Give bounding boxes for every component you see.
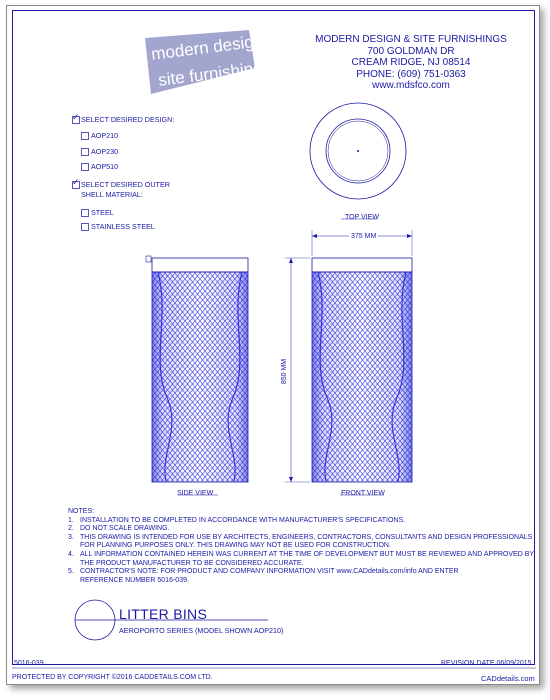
- height-dimension: [285, 258, 310, 482]
- notes-heading: NOTES:: [68, 508, 95, 515]
- company-phone: PHONE: (609) 751-0363: [356, 68, 466, 80]
- check-icon: ✓: [72, 112, 80, 122]
- design-heading: SELECT DESIRED DESIGN:: [81, 115, 175, 124]
- width-dimension-label: 375 MM: [351, 233, 377, 240]
- shell-heading-line2: SHELL MATERIAL:: [81, 190, 143, 199]
- drawing-subtitle: AEROPORTO SERIES (MODEL SHOWN AOP210): [119, 626, 284, 635]
- company-website: www.mdsfco.com: [372, 80, 450, 91]
- design-option-aop510: AOP510: [91, 162, 119, 171]
- note-row: 3. THIS DRAWING IS INTENDED FOR USE BY ARCHITECTS, ENGINEERS, CONTRACTORS, CONSULTANTS AND DESIGN PROFESSIONALS: [68, 533, 533, 541]
- note-row: REFERENCE NUMBER 5016-039.: [80, 576, 189, 584]
- reference-number: 5016-039: [14, 660, 44, 667]
- company-address2: CREAM RIDGE, NJ 08514: [351, 57, 471, 68]
- note-row: 4. ALL INFORMATION CONTAINED HEREIN WAS CURRENT AT THE TIME OF DEVELOPMENT BUT MUST BE REVIEWED AND APPROVED BY: [68, 550, 535, 558]
- front-view: [312, 258, 412, 495]
- note-row: 2. DO NOT SCALE DRAWING.: [68, 525, 170, 533]
- note-row: 1. INSTALLATION TO BE COMPLETED IN ACCORDANCE WITH MANUFACTURER'S SPECIFICATIONS.: [68, 516, 406, 524]
- shell-option-steel: STEEL: [91, 208, 114, 217]
- note-row: 5. CONTRACTOR'S NOTE: FOR PRODUCT AND COMPANY INFORMATION VISIT www.CADdetails.com/info AND ENTER: [68, 568, 459, 576]
- note-row: FOR PLANNING PURPOSES ONLY. THIS DRAWING MAY NOT BE USED FOR CONSTRUCTION.: [80, 542, 391, 550]
- company-name: MODERN DESIGN & SITE FURNISHINGS: [315, 34, 507, 45]
- height-dimension-label: 850 MM: [281, 358, 289, 385]
- shell-heading-line1: SELECT DESIRED OUTER: [81, 180, 170, 189]
- top-view: [310, 103, 406, 219]
- drawing-title: LITTER BINS: [119, 606, 208, 622]
- notes-block: [68, 508, 534, 585]
- note-row: THE PRODUCT MANUFACTURER TO BE CONSIDERED ACCURATE.: [80, 559, 304, 567]
- company-address1: 700 GOLDMAN DR: [367, 45, 455, 57]
- side-view: [146, 256, 248, 495]
- check-icon: ✓: [72, 177, 80, 187]
- revision-date: REVISION DATE 06/09/2015: [441, 660, 532, 667]
- side-view-label: SIDE VIEW: [177, 490, 214, 497]
- caddetails-link[interactable]: CADdetails.com: [481, 674, 535, 683]
- design-option-aop230: AOP230: [91, 147, 119, 156]
- top-view-label: TOP VIEW: [345, 214, 379, 221]
- design-option-aop210: AOP210: [91, 131, 119, 140]
- copyright-text: PROTECTED BY COPYRIGHT ©2016 CADDETAILS.COM LTD.: [12, 674, 213, 681]
- front-view-label: FRONT VIEW: [341, 490, 385, 497]
- shell-option-stainless: STAINLESS STEEL: [91, 222, 155, 231]
- logo-line2: site furnishings: [157, 57, 273, 90]
- logo-line1: modern design: [150, 31, 265, 64]
